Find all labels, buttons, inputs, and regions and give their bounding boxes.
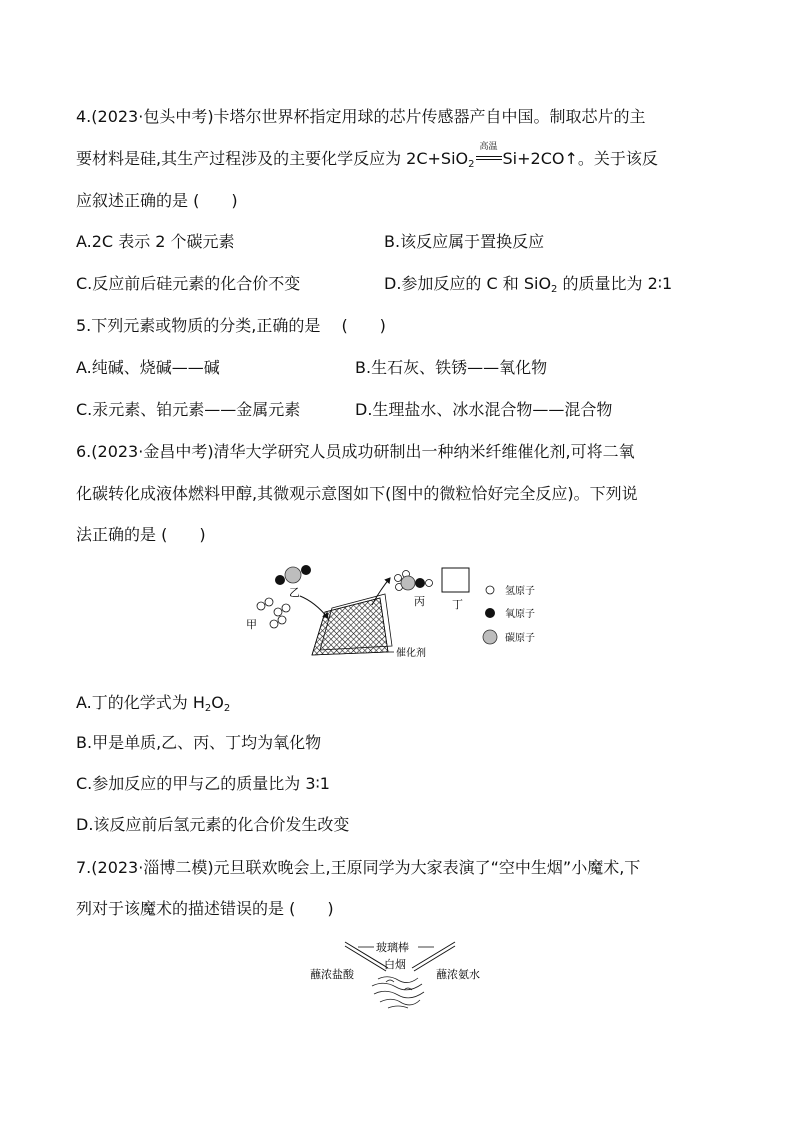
q6-micro-diagram bbox=[240, 560, 560, 670]
legend-c-icon bbox=[483, 630, 497, 644]
q6-option-b[interactable]: B.甲是单质,乙、丙、丁均为氧化物 bbox=[76, 733, 322, 752]
q6-stem-line1: 6.(2023·金昌中考)清华大学研究人员成功研制出一种纳米纤维催化剂,可将二氧 bbox=[76, 442, 635, 461]
q6-option-a-sub2: 2 bbox=[223, 703, 231, 714]
label-yi: 乙 bbox=[289, 586, 300, 599]
q4-stem-line2 bbox=[76, 142, 658, 170]
catalyst-label: 催化剂 bbox=[396, 648, 426, 659]
q6-option-a[interactable] bbox=[76, 692, 230, 714]
q7-smoke-diagram bbox=[300, 934, 500, 1014]
q6-option-d[interactable]: D.该反应前后氢元素的化合价发生改变 bbox=[76, 815, 350, 834]
q4-reaction-arrow bbox=[476, 142, 502, 170]
q4-sio2-subscript: 2 bbox=[468, 159, 475, 170]
q7-stem-line1: 7.(2023·淄博二模)元旦联欢晚会上,王原同学为大家表演了“空中生烟”小魔术,下 bbox=[76, 858, 641, 877]
label-ding: 丁 bbox=[452, 598, 463, 611]
q6-option-a-mid: O bbox=[211, 693, 224, 712]
q4-option-c[interactable]: C.反应前后硅元素的化合价不变 bbox=[76, 274, 301, 293]
product-arrow bbox=[372, 578, 390, 605]
smoke-swirls bbox=[372, 977, 424, 1008]
left-rod-label: 蘸浓盐酸 bbox=[310, 968, 354, 981]
catalyst-plate bbox=[312, 594, 392, 655]
rod-label: 玻璃棒 bbox=[376, 941, 409, 954]
q5-option-a[interactable]: A.纯碱、烧碱——碱 bbox=[76, 358, 220, 377]
q5-stem: 5.下列元素或物质的分类,正确的是 ( ) bbox=[76, 316, 386, 335]
q4-option-d-sub: 2 bbox=[551, 284, 558, 295]
label-jia: 甲 bbox=[246, 618, 257, 631]
legend-c-label: 碳原子 bbox=[505, 633, 535, 644]
legend-o-label: 氧原子 bbox=[505, 609, 535, 620]
q4-equation-right: Si+2CO↑。关于该反 bbox=[502, 149, 658, 168]
q4-option-a[interactable]: A.2C 表示 2 个碳元素 bbox=[76, 232, 235, 251]
right-rod-label: 蘸浓氨水 bbox=[436, 968, 480, 981]
legend-o-icon bbox=[485, 608, 495, 618]
q4-equation-left: 要材料是硅,其生产过程涉及的主要化学反应为 2C+SiO bbox=[76, 149, 469, 168]
q6-stem-line2: 化碳转化成液体燃料甲醇,其微观示意图如下(图中的微粒恰好完全反应)。下列说 bbox=[76, 484, 638, 503]
q4-option-d-before: D.参加反应的 C 和 SiO bbox=[384, 274, 552, 293]
q5-option-d[interactable]: D.生理盐水、冰水混合物——混合物 bbox=[355, 400, 613, 419]
co2-molecule bbox=[275, 565, 311, 585]
q6-option-a-before: A.丁的化学式为 H bbox=[76, 693, 205, 712]
q5-option-b[interactable]: B.生石灰、铁锈——氧化物 bbox=[355, 358, 548, 377]
q4-option-d-after: 的质量比为 2∶1 bbox=[557, 274, 673, 293]
ding-box bbox=[442, 568, 469, 592]
q4-stem-line3: 应叙述正确的是 ( ) bbox=[76, 191, 238, 210]
h2-molecules bbox=[257, 598, 290, 628]
q5-option-c[interactable]: C.汞元素、铂元素——金属元素 bbox=[76, 400, 301, 419]
q7-stem-line2: 列对于该魔术的描述错误的是 ( ) bbox=[76, 899, 334, 918]
legend-h-icon bbox=[486, 586, 494, 594]
q6-stem-line3: 法正确的是 ( ) bbox=[76, 525, 206, 544]
q6-option-a-sub1: 2 bbox=[204, 703, 212, 714]
q4-option-b[interactable]: B.该反应属于置换反应 bbox=[384, 232, 545, 251]
q4-reaction-condition: 高温 bbox=[479, 142, 498, 152]
q4-option-d[interactable] bbox=[384, 273, 672, 295]
methanol-molecule bbox=[395, 571, 433, 591]
q4-stem-line1: 4.(2023·包头中考)卡塔尔世界杯指定用球的芯片传感器产自中国。制取芯片的主 bbox=[76, 107, 646, 126]
q6-option-c[interactable]: C.参加反应的甲与乙的质量比为 3∶1 bbox=[76, 774, 330, 793]
legend-h-label: 氢原子 bbox=[505, 586, 535, 597]
label-bing: 丙 bbox=[414, 595, 425, 608]
smoke-label: 白烟 bbox=[384, 958, 406, 971]
